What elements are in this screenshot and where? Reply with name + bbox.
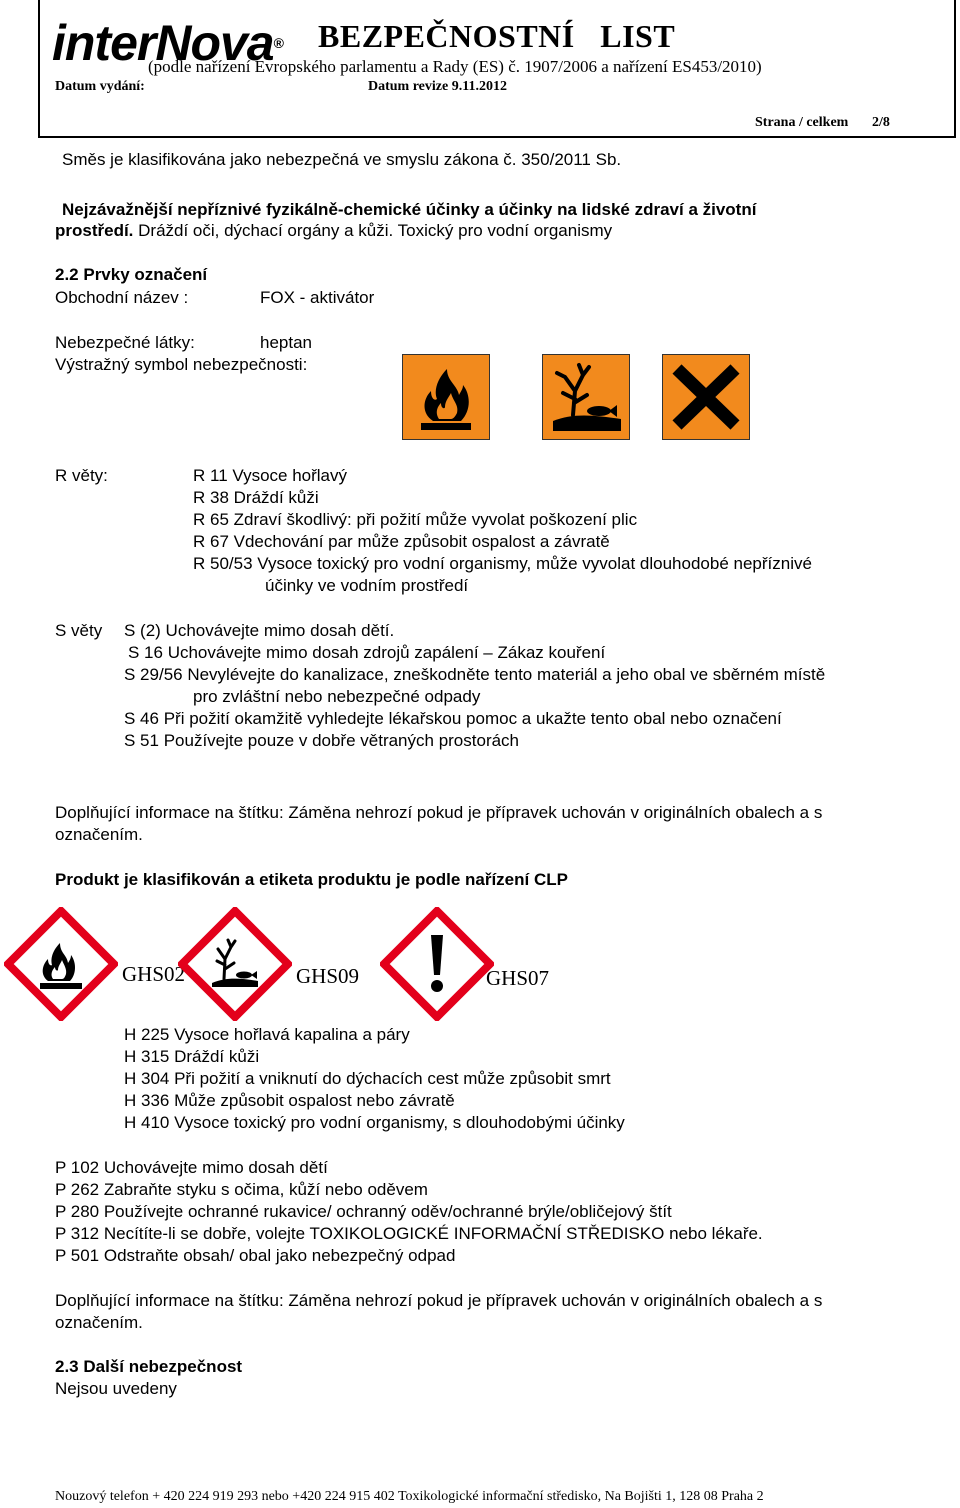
r-phrase: R 67 Vdechování par může způsobit ospalost a závratě — [193, 532, 610, 551]
r-phrase: R 65 Zdraví škodlivý: při požití může vyvolat poškození plic — [193, 510, 638, 529]
p-statement: P 280 Používejte ochranné rukavice/ ochranný oděv/ochranné brýle/obličejový štít — [55, 1202, 672, 1221]
emergency-phone-footer: Nouzový telefon + 420 224 919 293 nebo +420 224 915 402 Toxikologické informační středisko, Na Bojišti 1, 128 08 Praha 2 — [55, 1489, 764, 1504]
ghs09-code: GHS09 — [296, 964, 360, 988]
effects-heading-end: prostředí. — [55, 221, 134, 240]
dead-tree-fish-icon — [542, 354, 630, 440]
section-2-3-heading: 2.3 Další nebezpečnost — [55, 1357, 243, 1376]
s-phrase-continuation: pro zvláštní nebo nebezpečné odpady — [193, 687, 481, 706]
ghs02-code: GHS02 — [122, 962, 186, 986]
logo-text: interNova — [52, 15, 274, 71]
hazardous-substances-value: heptan — [260, 333, 312, 352]
ghs07-code: GHS07 — [486, 966, 550, 990]
h-statement: H 336 Může způsobit ospalost nebo závratě — [124, 1091, 455, 1110]
page-number: 2/8 — [872, 115, 890, 130]
trade-name-value: FOX - aktivátor — [260, 288, 375, 307]
hazardous-substances-label: Nebezpečné látky: — [55, 333, 195, 352]
effects-heading: Nejzávažnější nepříznivé fyzikálně-chemické účinky a účinky na lidské zdraví a životní — [62, 200, 757, 219]
section-2-2-heading: 2.2 Prvky označení — [55, 265, 208, 284]
ghs07-pictogram — [380, 907, 494, 1021]
h-statement: H 304 Při požití a vniknutí do dýchacích cest může způsobit smrt — [124, 1069, 611, 1088]
flame-icon — [402, 354, 490, 440]
s-phrases-label: S věty — [55, 621, 103, 640]
classification-text: Směs je klasifikována jako nebezpečná ve smyslu zákona č. 350/2011 Sb. — [62, 150, 622, 169]
registered-mark: ® — [273, 35, 283, 51]
issue-date-label: Datum vydání: — [55, 79, 145, 94]
page-label: Strana / celkem — [755, 115, 849, 130]
p-statement: P 102 Uchovávejte mimo dosah dětí — [55, 1158, 328, 1177]
supplementary-info: Doplňující informace na štítku: Záměna nehrozí pokud je přípravek uchován v originálních obalech a s — [55, 803, 823, 822]
s-phrase: S 46 Při požití okamžitě vyhledejte lékařskou pomoc a ukažte tento obal nebo označení — [124, 709, 782, 728]
r-phrases-label: R věty: — [55, 466, 108, 485]
ghs09-pictogram — [178, 907, 292, 1021]
p-statement: P 262 Zabraňte styku s očima, kůží nebo oděvem — [55, 1180, 428, 1199]
p-statement: P 312 Necítíte-li se dobře, volejte TOXIKOLOGICKÉ INFORMAČNÍ STŘEDISKO nebo lékaře. — [55, 1224, 763, 1243]
h-statement: H 410 Vysoce toxický pro vodní organismy, s dlouhodobými účinky — [124, 1113, 625, 1132]
s-phrase: S 29/56 Nevylévejte do kanalizace, zneškodněte tento materiál a jeho obal ve sběrném místě — [124, 665, 826, 684]
cross-icon — [662, 354, 750, 440]
supplementary-info-continuation: označením. — [55, 1313, 143, 1332]
h-statement: H 225 Vysoce hořlavá kapalina a páry — [124, 1025, 410, 1044]
regulation-subtitle: (podle nařízení Evropského parlamentu a Rady (ES) č. 1907/2006 a nařízení ES453/2010) — [148, 57, 762, 76]
h-statement: H 315 Dráždí kůži — [124, 1047, 260, 1066]
hazard-symbol-label: Výstražný symbol nebezpečnosti: — [55, 355, 308, 374]
revision-date: Datum revize 9.11.2012 — [368, 79, 507, 94]
clp-heading: Produkt je klasifikován a etiketa produktu je podle nařízení CLP — [55, 870, 568, 889]
s-phrase: S 16 Uchovávejte mimo dosah zdrojů zapálení – Zákaz kouření — [128, 643, 606, 662]
supplementary-info-continuation: označením. — [55, 825, 143, 844]
document-title: BEZPEČNOSTNÍ LIST — [318, 18, 676, 54]
s-phrase: S (2) Uchovávejte mimo dosah dětí. — [124, 621, 395, 640]
p-statement: P 501 Odstraňte obsah/ obal jako nebezpečný odpad — [55, 1246, 456, 1265]
r-phrase: R 38 Dráždí kůži — [193, 488, 319, 507]
supplementary-info: Doplňující informace na štítku: Záměna nehrozí pokud je přípravek uchován v originálních obalech a s — [55, 1291, 823, 1310]
section-2-3-text: Nejsou uvedeny — [55, 1379, 177, 1398]
r-phrase: R 50/53 Vysoce toxický pro vodní organismy, může vyvolat dlouhodobé nepříznivé — [193, 554, 812, 573]
r-phrase-continuation: účinky ve vodním prostředí — [265, 576, 469, 595]
r-phrase: R 11 Vysoce hořlavý — [193, 466, 348, 485]
effects-description: Dráždí oči, dýchací orgány a kůži. Toxický pro vodní organismy — [133, 221, 613, 240]
s-phrase: S 51 Používejte pouze v dobře větraných prostorách — [124, 731, 520, 750]
ghs02-pictogram — [4, 907, 118, 1021]
trade-name-label: Obchodní název : — [55, 288, 189, 307]
effects-text — [55, 220, 612, 242]
